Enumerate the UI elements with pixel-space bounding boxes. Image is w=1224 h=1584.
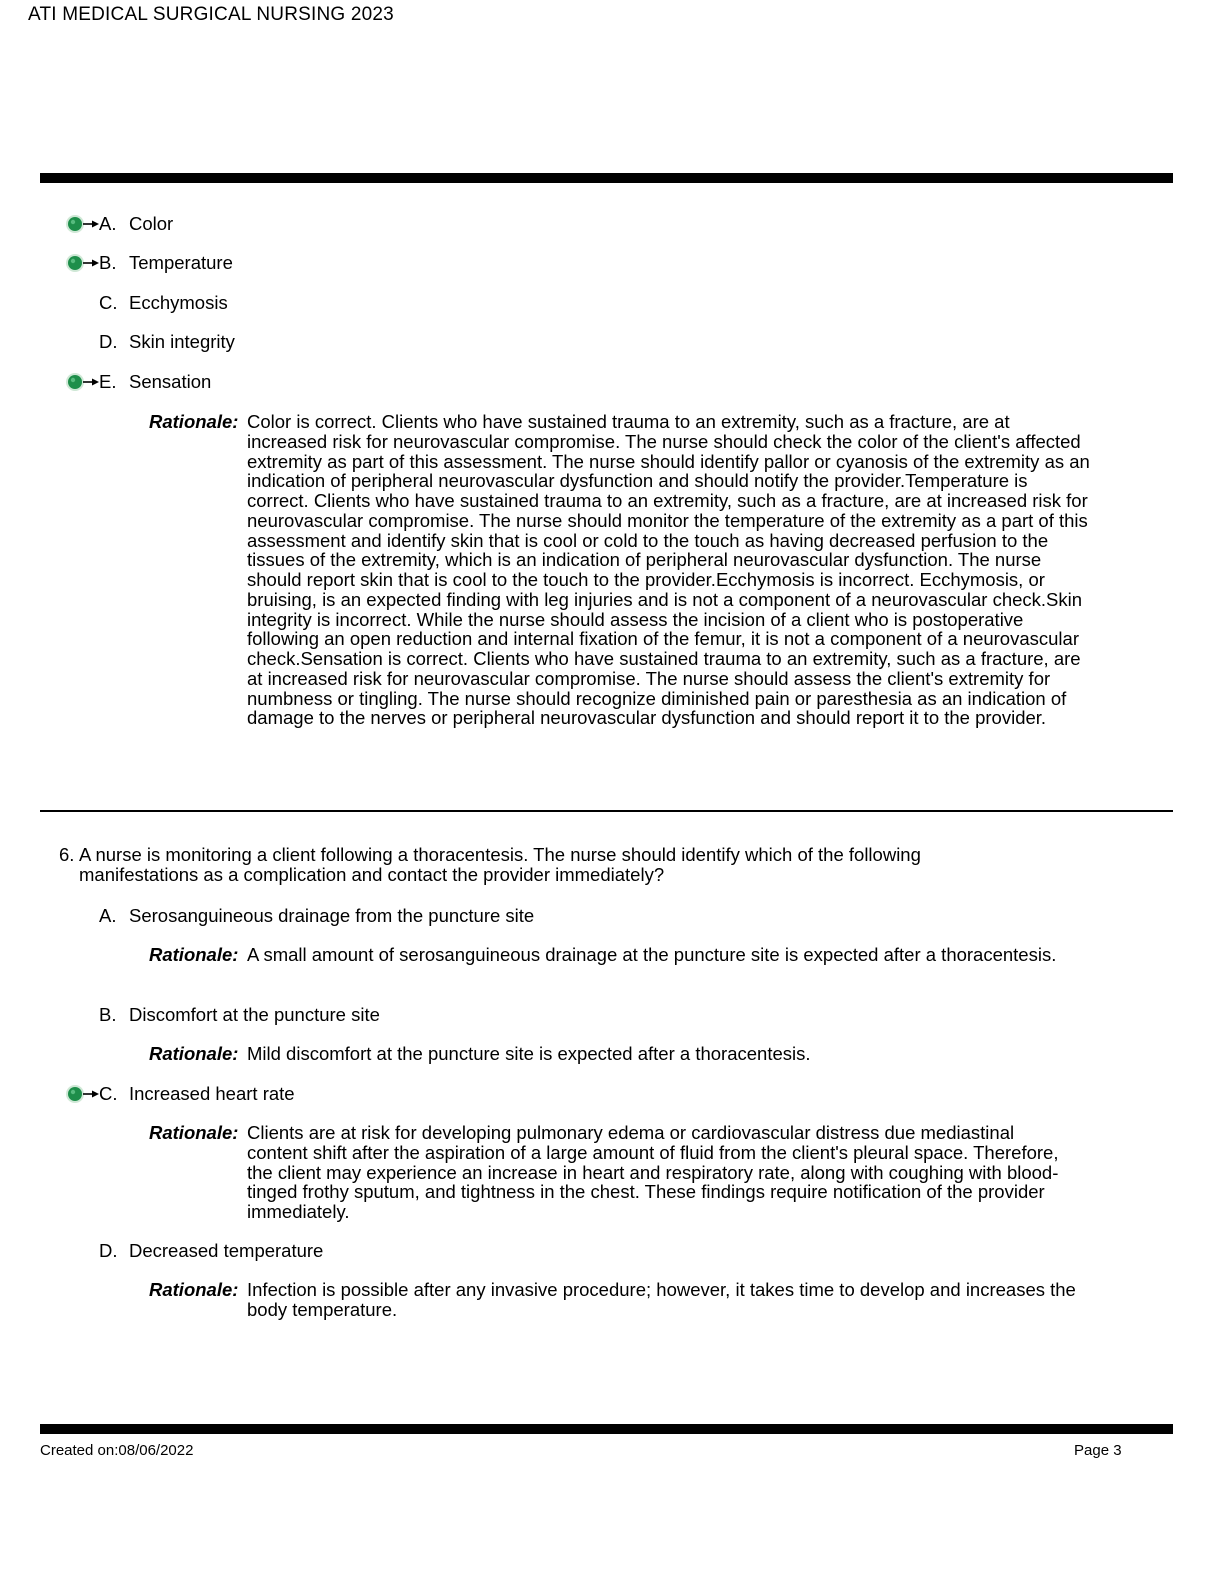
- document-header-title: ATI MEDICAL SURGICAL NURSING 2023: [28, 4, 394, 25]
- question-number: 6.: [59, 844, 75, 865]
- question-divider: [40, 810, 1173, 812]
- rationale-text: Clients are at risk for developing pulmonary edema or cardiovascular distress due mediastinal content shift after the aspiration of a large amount of fluid from the client's pleural space. Therefore, the client may experience an increase in heart and respiratory rate, along with coughing with blood-tinged frothy sputum, and tightness in the chest. These findings require notification of the provider immediately.: [247, 1122, 1059, 1222]
- option-letter: B.: [99, 1004, 117, 1025]
- option-letter: B.: [99, 252, 117, 273]
- option-text: Sensation: [129, 371, 212, 392]
- option-letter: D.: [99, 331, 118, 352]
- page-number: Page 3: [1074, 1442, 1122, 1459]
- green-bullet-pointer-icon: [63, 1083, 99, 1105]
- green-bullet-pointer-icon: [63, 371, 99, 393]
- option-letter: C.: [99, 292, 118, 313]
- option-text: Ecchymosis: [129, 292, 228, 313]
- option-text: Temperature: [129, 252, 233, 273]
- rationale-text: Color is correct. Clients who have sustained trauma to an extremity, such as a fracture, are at increased risk for neurovascular compromise. The nurse should check the color of the client's affected extremity as part of this assessment. The nurse should identify pallor or cyanosis of the extremity as an indication of peripheral neurovascular dysfunction and should notify the provider.Temperature is correct. Clients who have sustained trauma to an extremity, such as a fracture, are at increased risk for neurovascular compromise. The nurse should monitor the temperature of the extremity as a part of this assessment and identify skin that is cool or cold to the touch as having decreased perfusion to the tissues of the extremity, which is an indication of peripheral neurovascular dysfunction. The nurse should report skin that is cool to the touch to the provider.Ecchymosis is incorrect. Ecchymosis, or bruising, is an expected finding with leg injuries and is not a component of a neurovascular check.Skin integrity is incorrect. While the nurse should assess the incision of a client who is postoperative following an open reduction and internal fixation of the femur, it is not a component of a neurovascular check.Sensation is correct. Clients who have sustained trauma to an extremity, such as a fracture, are at increased risk for neurovascular compromise. The nurse should assess the client's extremity for numbness or tingling. The nurse should recognize diminished pain or paresthesia as an indication of damage to the nerves or peripheral neurovascular dysfunction and should report it to the provider.: [247, 411, 1090, 729]
- option-text: Decreased temperature: [129, 1240, 324, 1261]
- rationale-label: Rationale:: [149, 1043, 239, 1064]
- header-divider: [40, 173, 1173, 183]
- option-text: Discomfort at the puncture site: [129, 1004, 380, 1025]
- rationale-text: Mild discomfort at the puncture site is expected after a thoracentesis.: [247, 1043, 811, 1064]
- rationale-label: Rationale:: [149, 1122, 239, 1143]
- option-letter: A.: [99, 905, 117, 926]
- rationale-label: Rationale:: [149, 1279, 239, 1300]
- option-text: Skin integrity: [129, 331, 235, 352]
- option-letter: D.: [99, 1240, 118, 1261]
- green-bullet-pointer-icon: [63, 252, 99, 274]
- rationale-text: Infection is possible after any invasive procedure; however, it takes time to develop and increases the body temperature.: [247, 1279, 1076, 1320]
- rationale-label: Rationale:: [149, 411, 239, 432]
- option-letter: A.: [99, 213, 117, 234]
- rationale-label: Rationale:: [149, 944, 239, 965]
- option-text: Color: [129, 213, 174, 234]
- created-date: Created on:08/06/2022: [40, 1442, 194, 1459]
- footer-divider: [40, 1424, 1173, 1434]
- rationale-text: A small amount of serosanguineous drainage at the puncture site is expected after a thoracentesis.: [247, 944, 1057, 965]
- question-text: A nurse is monitoring a client following a thoracentesis. The nurse should identify which of the following manifestations as a complication and contact the provider immediately?: [79, 844, 921, 885]
- option-letter: C.: [99, 1083, 118, 1104]
- option-text: Increased heart rate: [129, 1083, 295, 1104]
- option-letter: E.: [99, 371, 117, 392]
- green-bullet-pointer-icon: [63, 213, 99, 235]
- option-text: Serosanguineous drainage from the puncture site: [129, 905, 535, 926]
